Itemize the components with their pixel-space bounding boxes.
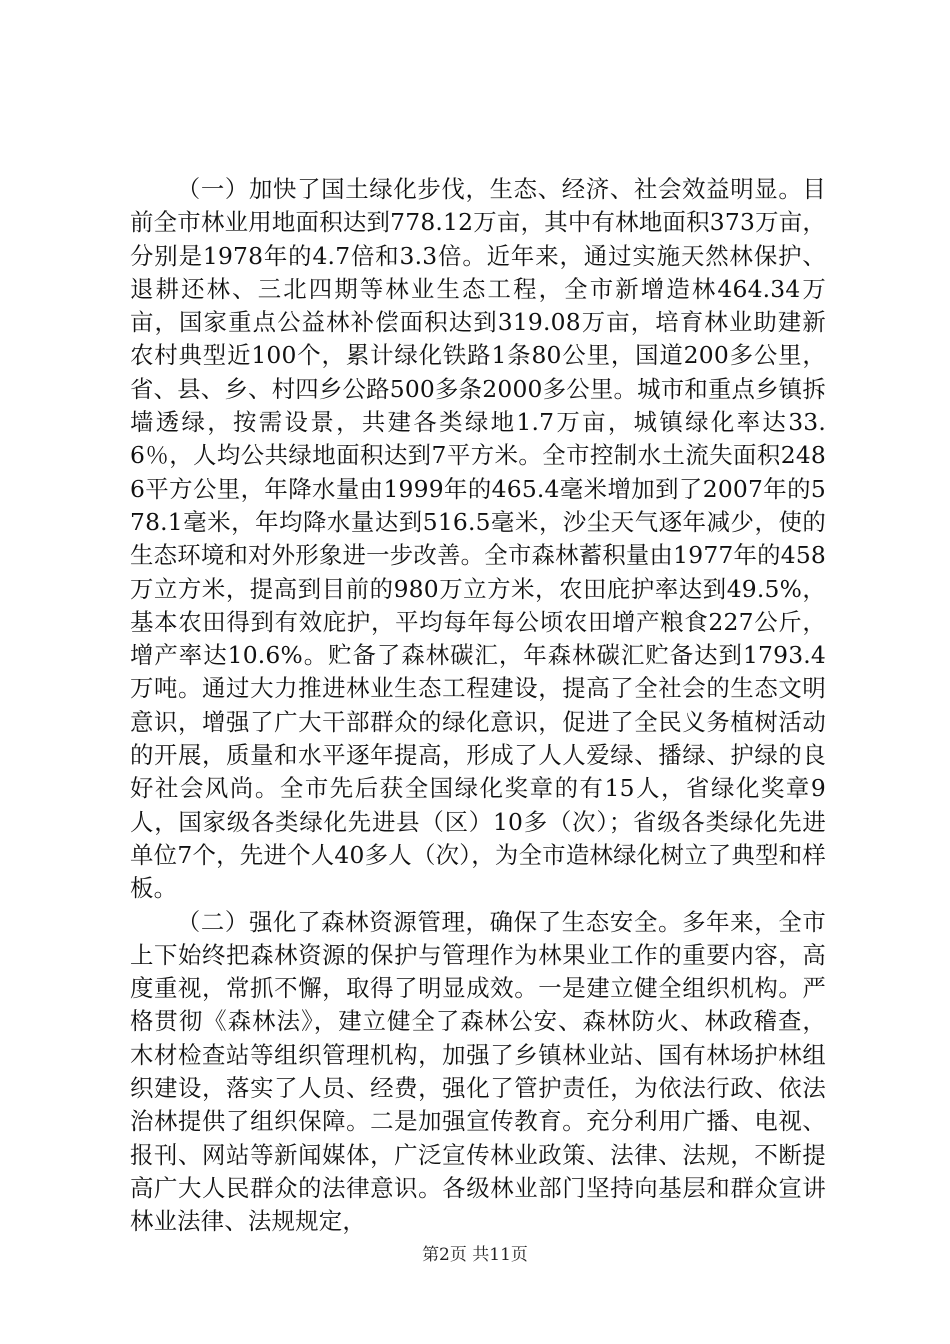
page-footer: 第2页 共11页: [422, 1245, 528, 1265]
paragraph-1: （一）加快了国土绿化步伐，生态、经济、社会效益明显。目前全市林业用地面积达到778.12万亩，其中有林地面积373万亩，分别是1978年的4.7倍和3.3倍。近年来，通过实施天然林保护、退耕还林、三北四期等林业生态工程，全市新增造林464.34万亩，国家重点公益林补偿面积达到319.08万亩，培育林业助建新农村典型近100个，累计绿化铁路1条80公里，国道200多公里，省、县、乡、村四乡公路500多条2000多公里。城市和重点乡镇拆墙透绿，按需设景，共建各类绿地1.7万亩，城镇绿化率达33.6％，人均公共绿地面积达到7平方米。全市控制水土流失面积2486平方公里，年降水量由1999年的465.4毫米增加到了2007年的578.1毫米，年均降水量达到516.5毫米，沙尘天气逐年减少，使的生态环境和对外形象进一步改善。全市森林蓄积量由1977年的458万立方米，提高到目前的980万立方米，农田庇护率达到49.5%，基本农田得到有效庇护，平均每年每公顷农田增产粮食227公斤，增产率达10.6%。贮备了森林碳汇，年森林碳汇贮备达到1793.4万吨。通过大力推进林业生态工程建设，提高了全社会的生态文明意识，增强了广大干部群众的绿化意识，促进了全民义务植树活动的开展，质量和水平逐年提高，形成了人人爱绿、播绿、护绿的良好社会风尚。全市先后获全国绿化奖章的有15人，省绿化奖章9人，国家级各类绿化先进县（区）10多（次）；省级各类绿化先进单位7个，先进个人40多人（次），为全市造林绿化树立了典型和样板。: [130, 175, 826, 903]
paragraph-2: （二）强化了森林资源管理，确保了生态安全。多年来，全市上下始终把森林资源的保护与管理作为林果业工作的重要内容，高度重视，常抓不懈，取得了明显成效。一是建立健全组织机构。严格贯彻《森林法》，建立健全了森林公安、森林防火、林政稽查，木材检查站等组织管理机构，加强了乡镇林业站、国有林场护林组织建设，落实了人员、经费，强化了管护责任，为依法行政、依法治林提供了组织保障。二是加强宣传教育。充分利用广播、电视、报刊、网站等新闻媒体，广泛宣传林业政策、法律、法规，不断提高广大人民群众的法律意识。各级林业部门坚持向基层和群众宣讲林业法律、法规规定，: [130, 907, 826, 1236]
document-body: [130, 173, 826, 1239]
